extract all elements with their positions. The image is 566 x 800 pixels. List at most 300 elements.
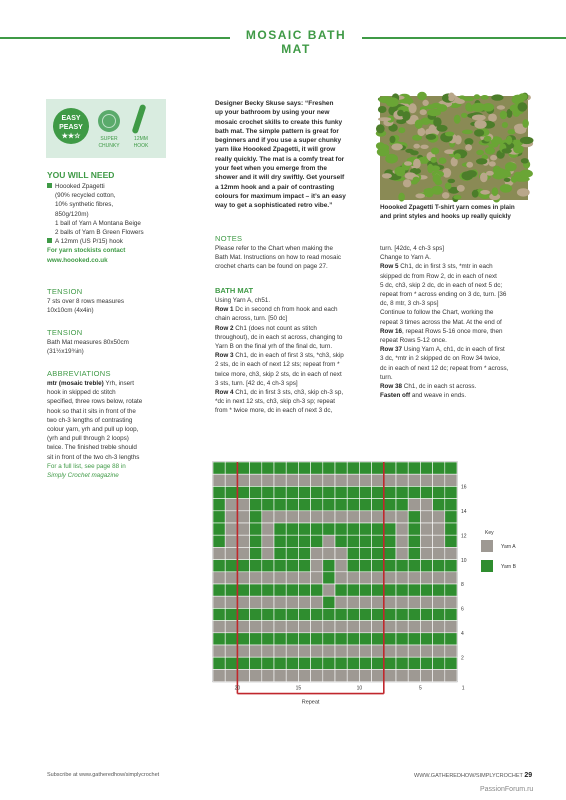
chart-cell [250,560,262,572]
chart-cell [213,645,225,657]
yarn-stitch [491,94,503,100]
chart-cell [262,645,274,657]
chart-cell [396,633,408,645]
chart-cell [213,572,225,584]
chart-cell [408,633,420,645]
tension-heading: TENSION [47,287,83,296]
chart-cell [347,596,359,608]
chart-cell [274,523,286,535]
notes-heading: NOTES [215,234,243,243]
yarn-stitch [461,113,467,118]
you-will-need-heading: YOU WILL NEED [47,170,115,180]
chart-cell [286,608,298,620]
chart-cell [347,633,359,645]
yarn-stitch [466,170,477,177]
row-label: Row 2 [215,324,234,332]
chart-cell [347,669,359,681]
chart-cell [286,621,298,633]
chart-cell [311,535,323,547]
badge-line1: EASY [61,115,81,122]
chart-cell [298,511,310,523]
yarn-stitch [521,158,529,163]
yarn-stitch [398,127,405,133]
chart-cell [359,657,371,669]
instruction-line: Row 1 Dc in second ch from hook and each [215,306,338,314]
yarn-stitch [413,144,420,149]
chart-cell [213,499,225,511]
instruction-line: 5 dc, ch3, skip 2 dc, dc in each of next 5 dc; [380,281,503,289]
yarn-stitch [472,190,479,198]
yarn-stitch [474,120,486,129]
chart-cell [347,657,359,669]
bullet-icon [47,183,52,188]
chart-cell [445,608,457,620]
chart-cell [225,584,237,596]
chart-cell [225,523,237,535]
chart-cell [420,669,432,681]
yarn-stitch [403,179,411,187]
chart-cell [262,584,274,596]
chart-cell [262,608,274,620]
chart-cell [323,645,335,657]
chart-cell [347,572,359,584]
row-number-label: 12 [461,533,467,540]
chart-cell [372,669,384,681]
abbreviation-line: hook in skipped dc stitch [47,389,116,397]
chart-cell [237,657,249,669]
key-title: Key [485,530,494,536]
chart-cell [408,608,420,620]
chart-cell [311,596,323,608]
row-number-label: 8 [461,582,464,589]
chart-cell [372,499,384,511]
chart-cell [408,669,420,681]
photo-caption [380,203,530,221]
chart-cell [250,535,262,547]
chart-cell [372,657,384,669]
chart-cell [286,547,298,559]
yarn-stitch [413,159,421,169]
instruction-line: 2 sts, dc in each of next 12 sts; repeat from * [215,361,340,369]
chart-cell [262,535,274,547]
quote-line: a 12mm hook and a pair of contrasting [215,183,335,191]
chart-cell [311,669,323,681]
instruction-line: Change to Yarn A. [380,254,431,262]
tension-line: 10x10cm (4x4in) [47,307,94,315]
chart-cell [445,474,457,486]
tension-line: 7 sts over 8 rows measures [47,298,124,305]
yarn-stitch [489,161,496,166]
row-label: Row 5 [380,263,399,271]
chart-cell [408,486,420,498]
chart-cell [250,547,262,559]
chart-cell [359,547,371,559]
chart-cell [445,535,457,547]
yarn-stitch [471,103,485,112]
chart-cell [311,608,323,620]
chart-cell [298,633,310,645]
yarn-stitch [442,168,451,178]
quote-line: shower and it will dry swiftly. Get yourself [215,174,345,182]
yarn-spec: 850g/120m) [55,210,89,218]
quote-line: colours for maximum impact – it’s an easy [215,192,346,200]
chart-cell [384,535,396,547]
chart-cell [433,669,445,681]
chart-cell [286,535,298,547]
yarn-stitch [465,103,472,112]
caption-line: Hoooked Zpagetti T-shirt yarn comes in plain [380,204,515,211]
chart-cell [396,657,408,669]
chart-cell [311,572,323,584]
yarn-stitch [464,97,475,102]
yarn-stitch [480,173,488,183]
instruction-line: Row 5 Ch1, dc in first 3 sts, *mtr in each [380,263,493,271]
chart-cell [311,584,323,596]
chart-cell [372,621,384,633]
yarn-stitch [397,110,404,117]
chart-cell [323,608,335,620]
chart-cell [445,499,457,511]
yarn-stitch [426,134,437,140]
abbreviations-heading: ABBREVIATIONS [47,369,111,378]
yarn-stitch [417,128,425,136]
chart-cell [225,621,237,633]
quote-line: up your bathroom by using your new [215,109,330,117]
abbreviation-line: colour yarn, yrh and pull up loop, [47,426,139,434]
key-swatch-yarn-a [481,540,493,552]
chart-cell [250,474,262,486]
yarn-stitch [396,172,405,176]
chart-cell [408,462,420,474]
chart-cell [335,499,347,511]
chart-cell [323,462,335,474]
chart-cell [359,462,371,474]
quote-line: way to get a sophisticated retro vibe.” [215,202,333,210]
chart-cell [408,621,420,633]
chart-cell [408,657,420,669]
chart-cell [286,474,298,486]
chart-cell [274,584,286,596]
chart-cell [433,560,445,572]
abbreviations-text [47,379,207,462]
chart-cell [433,462,445,474]
chart-cell [262,572,274,584]
chart-cell [311,511,323,523]
chart-cell [384,474,396,486]
chart-cell [335,486,347,498]
chart-cell [372,584,384,596]
yarn-stitch [404,161,412,166]
instruction-line: Yarn B on the final yrh of the final dc, turn. [215,343,333,351]
yarn-stitch [502,122,508,128]
row-label: mtr (mosaic treble) [47,380,104,387]
chart-cell [274,645,286,657]
chart-cell [445,547,457,559]
chart-cell [262,511,274,523]
chart-cell [372,645,384,657]
chart-cell [347,535,359,547]
chart-cell [237,547,249,559]
chart-cell [250,645,262,657]
row-number-label: 16 [461,484,467,491]
chart-cell [286,511,298,523]
chart-cell [298,474,310,486]
chart-cell [335,462,347,474]
chart-cell [262,596,274,608]
yarn-stitch [500,184,512,193]
chart-cell [225,499,237,511]
yarn-ball-icon [98,110,120,132]
instruction-line: turn. [42dc, 4 ch-3 sps] [380,245,445,252]
header-rule-right [362,37,566,39]
quote-line: bath mat. The simple pattern is great for [215,127,339,135]
chart-cell [213,657,225,669]
chart-cell [372,523,384,535]
chart-cell [408,560,420,572]
chart-cell [323,621,335,633]
chart-cell [250,657,262,669]
yarn-stitch [401,99,414,104]
yarn-spec: 10% synthetic fibres, [55,201,114,209]
chart-cell [384,547,396,559]
key-swatch-yarn-b [481,560,493,572]
size-heading: TENSION [47,328,83,337]
yarn-stitch [431,148,439,155]
quote-line: beginners and if you use a super chunky [215,137,342,145]
instruction-line: Row 3 Ch1, dc in each of first 3 sts, *ch3, skip [215,352,344,360]
designer-quote [215,99,373,211]
you-will-need-list [47,182,207,265]
yarn-stitch [490,155,497,161]
chart-cell [335,633,347,645]
chart-cell [396,669,408,681]
chart-cell [420,523,432,535]
row-label: Row 37 [380,346,403,354]
chart-cell [359,523,371,535]
chart-cell [225,657,237,669]
yarn-stitch [520,170,533,178]
chart-cell [384,523,396,535]
chart-cell [250,486,262,498]
chart-cell [311,645,323,657]
chart-cell [359,486,371,498]
row-number-label: 6 [461,606,464,613]
chart-cell [323,511,335,523]
chart-cell [237,633,249,645]
chart-cell [298,645,310,657]
chart-cell [433,596,445,608]
chart-cell [335,535,347,547]
instruction-line: chain across, turn. [50 dc] [215,315,288,323]
yarn-stitch [415,120,423,129]
chart-cell [335,645,347,657]
chart-cell [250,669,262,681]
chart-cell [359,633,371,645]
chart-cell [298,560,310,572]
yarn-stitch [484,136,492,142]
chart-cell [274,633,286,645]
chart-cell [396,584,408,596]
chart-cell [274,547,286,559]
chart-cell [445,669,457,681]
chart-cell [384,499,396,511]
chart-cell [250,633,262,645]
chart-cell [359,474,371,486]
chart-cell [420,584,432,596]
column-number-label: 15 [295,685,302,692]
row-number-label: 4 [461,631,464,638]
chart-cell [359,669,371,681]
chart-cell [311,462,323,474]
chart-cell [420,621,432,633]
chart-cell [359,584,371,596]
row-label: Row 3 [215,352,234,360]
stockists-url[interactable]: www.hoooked.co.uk [47,256,108,264]
chart-cell [420,560,432,572]
chart-cell [408,474,420,486]
instruction-line: repeat 3 times across the Mat. At the end of [380,318,502,326]
chart-cell [384,584,396,596]
chart-cell [213,511,225,523]
yarn-stitch [502,148,512,153]
size-text [47,338,207,356]
chart-cell [311,486,323,498]
chart-cell [372,547,384,559]
chart-cell [445,621,457,633]
chart-cell [347,486,359,498]
yarn-stitch [398,193,405,202]
chart-cell [225,474,237,486]
chart-cell [237,584,249,596]
yarn-stitch [386,97,399,107]
chart-cell [384,572,396,584]
yarn-stitch [485,147,495,155]
yarn-stitch [442,192,450,199]
chart-cell [213,608,225,620]
yarn-stitch [481,95,489,100]
chart-cell [372,633,384,645]
yarn-stitch [462,130,473,135]
chart-cell [213,621,225,633]
chart-cell [384,596,396,608]
instruction-line: Row 2 Ch1 (does not count as stitch [215,324,317,332]
chart-cell [237,511,249,523]
notes-line: Please refer to the Chart when making the [215,245,333,252]
chart-cell [323,499,335,511]
chart-cell [445,560,457,572]
chart-cell [237,621,249,633]
chart-cell [420,474,432,486]
yarn-stitch [405,149,414,153]
yarn-stitch [472,115,486,121]
chart-cell [347,608,359,620]
column-number-label: 5 [419,685,422,692]
notes-line: Bath Mat. Instructions on how to read mosaic [215,254,341,262]
notes-line: crochet charts can be found on page 27. [215,263,328,271]
chart-cell [274,596,286,608]
chart-cell [359,560,371,572]
chart-cell [433,511,445,523]
yarn-stitch [390,136,396,143]
chart-cell [433,474,445,486]
repeat-label: Repeat [301,699,320,706]
chart-cell [286,657,298,669]
instruction-line: twice more, ch3, skip 2 sts, dc in each of next [215,370,342,378]
yarn-stitch [430,157,437,163]
chart-cell [298,462,310,474]
yarn-stitch [448,179,456,183]
chart-cell [274,499,286,511]
yarn-stitch [457,185,465,192]
chart-cell [335,547,347,559]
instruction-line: *dc in next 12 sts, ch3, skip ch-3 sp; repeat [215,398,336,406]
chart-cell [433,633,445,645]
chart-cell [311,560,323,572]
size-line: (31½x19¾in) [47,348,84,356]
chart-cell [420,645,432,657]
caption-line: and print styles and hooks up really quickly [380,213,511,220]
chart-cell [372,486,384,498]
chart-cell [359,499,371,511]
pattern-continued [380,244,550,400]
chart-cell [213,535,225,547]
chart-cell [225,486,237,498]
chart-cell [445,633,457,645]
yarn-stitch [505,162,517,171]
abbreviation-line: hook so that it sits in front of the [47,407,136,415]
yarn-stitch [466,162,473,168]
chart-cell [384,486,396,498]
chart-cell [298,596,310,608]
chart-cell [445,523,457,535]
chart-cell [262,560,274,572]
hook-size-label: 12MM HOOK [133,136,149,149]
quote-line: Designer Becky Skuse says: “Freshen [215,100,334,107]
yarn-stitch [442,94,448,101]
yarn-stitch [513,145,524,154]
chart-cell [225,511,237,523]
chart-cell [213,596,225,608]
chart-cell [396,621,408,633]
chart-cell [286,560,298,572]
chart-cell [347,584,359,596]
yarn-stitch [480,190,490,195]
bullet-icon [47,238,52,243]
chart-cell [298,499,310,511]
chart-cell [445,584,457,596]
chart-cell [274,462,286,474]
chart-cell [347,645,359,657]
yarn-stitch [518,93,527,100]
chart-cell [372,474,384,486]
yarn-spec: (90% recycled cotton, [55,192,116,200]
chart-cell [274,511,286,523]
chart-cell [311,621,323,633]
yarn-b-line: 2 balls of Yarn B Green Flowers [55,229,144,237]
chart-cell [384,669,396,681]
chart-cell [359,621,371,633]
row-number-label: 14 [461,509,467,516]
yarn-stitch [454,153,461,159]
instruction-line: repeat from * across ending on 3 dc, turn. [36 [380,291,507,299]
yarn-stitch [488,114,497,122]
chart-cell [433,572,445,584]
chart-cell [298,584,310,596]
chart-cell [433,645,445,657]
chart-cell [384,633,396,645]
chart-cell [213,462,225,474]
chart-cell [298,608,310,620]
